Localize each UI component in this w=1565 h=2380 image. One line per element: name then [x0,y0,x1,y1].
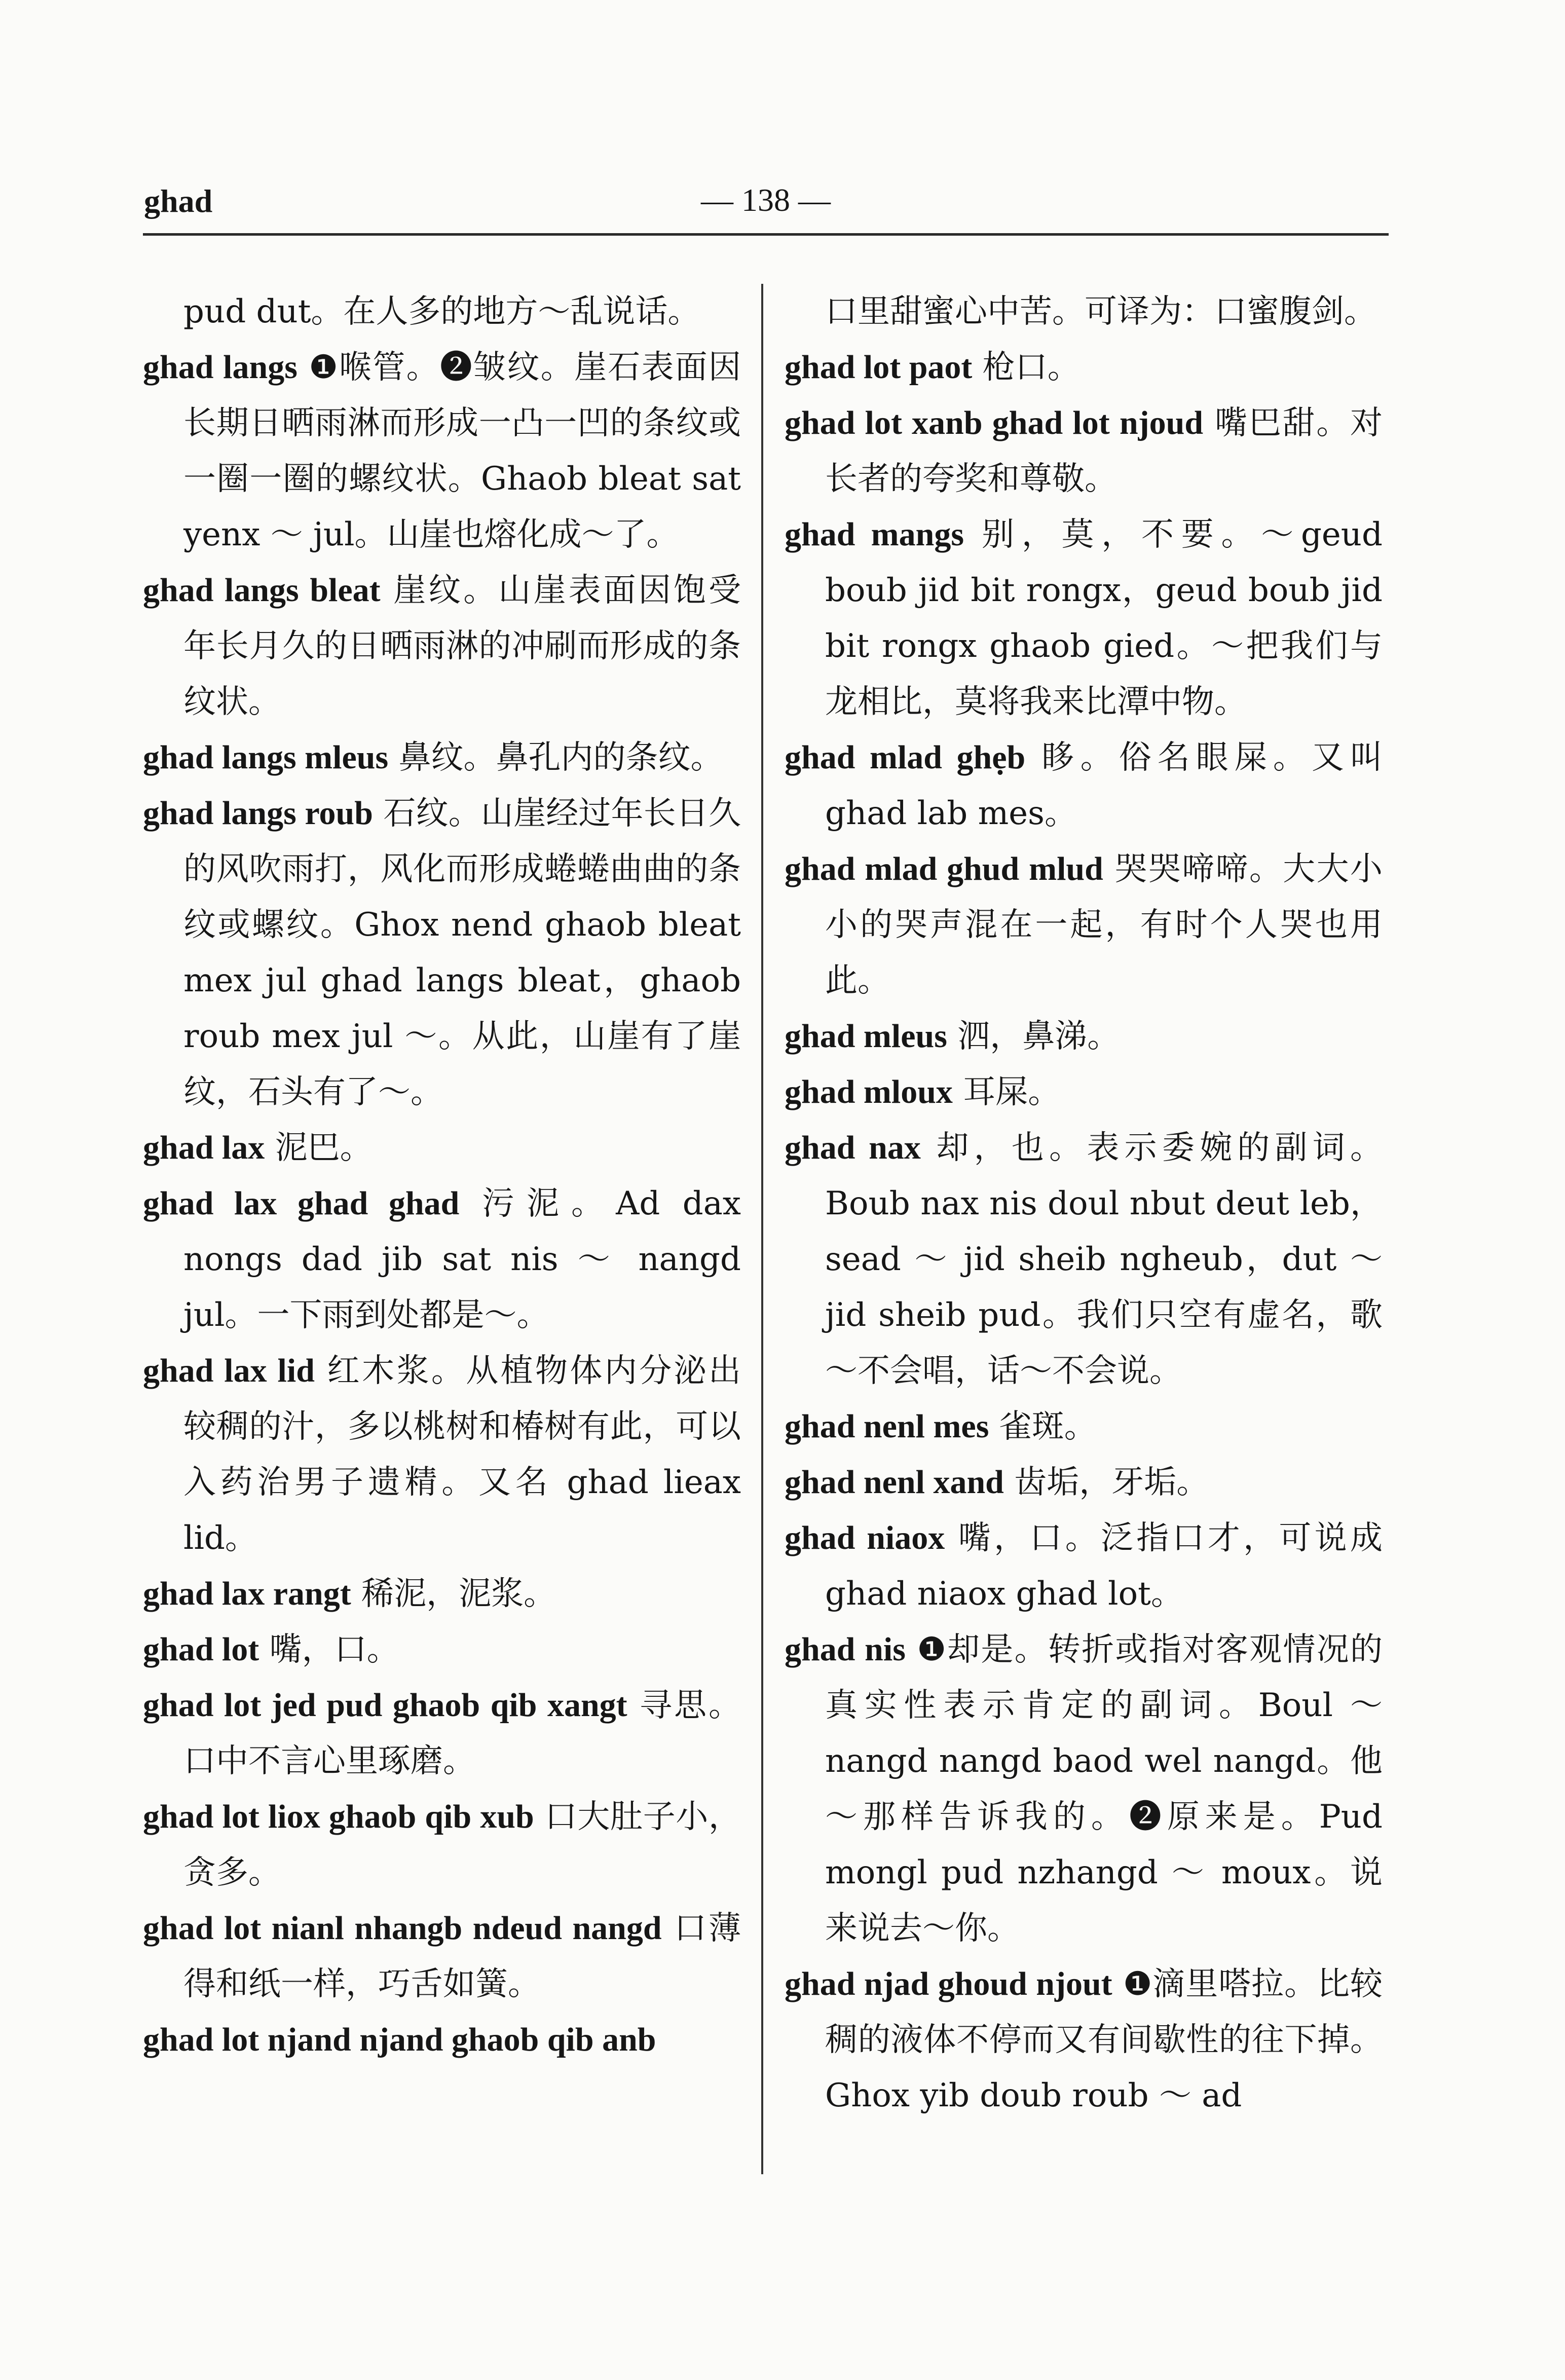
entry-definition: 嘴，口。 [269,1631,399,1668]
dictionary-entry [785,507,1383,730]
entry-definition: 枪口。 [982,349,1080,386]
dictionary-entry [785,730,1383,841]
entry-headword: ghad lax rangt [143,1575,351,1612]
dictionary-entry [785,841,1383,1009]
entry-definition: 石纹。山崖经过年长日久的风吹雨打，风化而形成蜷蜷曲曲的条纹或螺纹。Ghox nend ghaob bleat mex jul ghad langs bleat，ghaob roub mex jul ～。从此，山崖有了崖纹，石头有了～。 [183,795,741,1111]
entry-headword: ghad nax [785,1129,921,1166]
dictionary-entry [143,1901,741,2012]
entry-definition: 耳屎。 [963,1073,1061,1111]
entry-headword: ghad lax [143,1129,265,1166]
entry-headword: ghad lot liox ghaob qib xub [143,1798,534,1835]
entry-headword: ghad lot [143,1631,259,1668]
entry-definition: 别，莫，不要。～geud boub jid bit rongx，geud boub jid bit rongx ghaob gied。～把我们与龙相比，莫将我来比潭中物。 [825,516,1383,721]
dictionary-entry [143,1343,741,1566]
dictionary-entry [785,1399,1383,1455]
entry-headword: ghad nenl xand [785,1464,1004,1501]
dictionary-entry [143,1789,741,1901]
dictionary-entry [785,1956,1383,2124]
entry-headword: ghad langs bleat [143,572,381,609]
dictionary-entry [785,1120,1383,1399]
entry-definition: 嘴，口。泛指口才，可说成 ghad niaox ghad lot。 [825,1519,1383,1613]
entry-headword: ghad langs [143,349,297,386]
entry-headword: ghad lot xanb ghad lot njoud [785,404,1204,441]
dictionary-entry [785,1622,1383,1956]
entry-headword: ghad lax lid [143,1352,315,1389]
column-divider [761,284,763,2174]
dictionary-entry [143,563,741,730]
right-column [785,284,1383,2124]
entry-headword: ghad lot jed pud ghaob qib xangt [143,1687,627,1724]
entry-definition: ❶喉管。❷皱纹。崖石表面因长期日晒雨淋而形成一凸一凹的条纹或一圈一圈的螺纹状。Ghaob bleat sat yenx ～ jul。山崖也熔化成～了。 [183,349,741,553]
entry-headword: ghad nenl mes [785,1408,989,1445]
entry-definition: 泥巴。 [275,1129,372,1167]
entry-headword: ghad lax ghad ghad [143,1185,460,1222]
dictionary-entry [785,1064,1383,1120]
dictionary-entry [785,1510,1383,1622]
entry-definition: 哭哭啼啼。大大小小的哭声混在一起，有时个人哭也用此。 [825,850,1383,999]
entry-headword: ghad mangs [785,516,964,553]
entry-headword: ghad langs mleus [143,739,389,776]
entry-definition: 鼻纹。鼻孔内的条纹。 [398,739,723,776]
entry-headword: ghad lot nianl nhangb ndeud nangd [143,1910,662,1947]
entry-headword: ghad niaox [785,1519,945,1556]
continuation-text: pud dut。在人多的地方～乱说话。 [183,293,700,330]
entry-definition: 齿垢，牙垢。 [1014,1464,1209,1501]
entry-definition: 口薄得和纸一样，巧舌如簧。 [183,1910,741,2003]
entry-headword: ghad mlad ghud mlud [785,850,1103,887]
dictionary-entry [785,340,1383,395]
entry-definition: 红木浆。从植物体内分泌出较稠的汁，多以桃树和椿树有此，可以入药治男子遗精。又名 ghad lieax lid。 [183,1352,741,1557]
entry-definition: 却，也。表示委婉的副词。Boub nax nis doul nbut deut leb，sead ～ jid sheib ngheub，dut ～ jid sheib pud。我们只空有虚名，歌～不会唱，话～不会说。 [825,1129,1383,1390]
entry-headword: ghad langs roub [143,795,373,832]
dictionary-entry [143,730,741,786]
entry-headword: ghad lot paot [785,349,973,386]
page-number: — 138 — [701,182,831,218]
entry-definition: ❶却是。转折或指对客观情况的真实性表示肯定的副词。Boul ～ nangd nangd baod wel nangd。他～那样告诉我的。❷原来是。Pud mongl pud nzhangd ～ moux。说来说去～你。 [825,1631,1383,1947]
entry-definition: 稀泥，泥浆。 [361,1575,556,1613]
dictionary-entry [143,786,741,1120]
dictionary-entry [143,1120,741,1176]
running-head [143,167,1389,236]
entry-definition: 口大肚子小，贪多。 [183,1798,741,1891]
entry-definition: 寻思。口中不言心里琢磨。 [183,1687,741,1780]
dictionary-entry [143,1176,741,1343]
dictionary-entry [143,1622,741,1678]
entry-definition: 雀斑。 [999,1408,1097,1445]
dictionary-entry [785,1455,1383,1510]
dictionary-entry [143,1678,741,1789]
dictionary-entry [143,340,741,563]
dictionary-entry [785,395,1383,507]
entry-headword: ghad mlad ghẹb [785,739,1026,776]
entry-headword: ghad mleus [785,1018,947,1055]
entry-definition: 污泥。Ad dax nongs dad jib sat nis ～ nangd jul。一下雨到处都是～。 [183,1185,741,1334]
entry-definition: 眵。俗名眼屎。又叫 ghad lab mes。 [825,739,1383,832]
entry-definition: ❶滴里嗒拉。比较稠的液体不停而又有间歇性的往下掉。Ghox yib doub roub ～ ad [825,1965,1383,2114]
entry-headword: ghad lot njand njand ghaob qib anb [143,2021,656,2058]
continuation-text: 口里甜蜜心中苦。可译为：口蜜腹剑。 [825,293,1376,330]
entry-definition: 泗，鼻涕。 [957,1018,1120,1055]
left-column [143,284,741,2068]
entry-headword: ghad mloux [785,1073,953,1110]
dictionary-entry [785,1009,1383,1064]
dictionary-entry [143,2012,741,2068]
dictionary-entry [143,1566,741,1622]
entry-definition: 崖纹。山崖表面因饱受年长月久的日晒雨淋的冲刷而形成的条纹状。 [183,572,741,721]
running-head-word: ghad [144,183,213,219]
entry-headword: ghad nis [785,1631,906,1668]
entry-definition: 嘴巴甜。对长者的夸奖和尊敬。 [825,404,1383,498]
entry-headword: ghad njad ghoud njout [785,1965,1112,2002]
